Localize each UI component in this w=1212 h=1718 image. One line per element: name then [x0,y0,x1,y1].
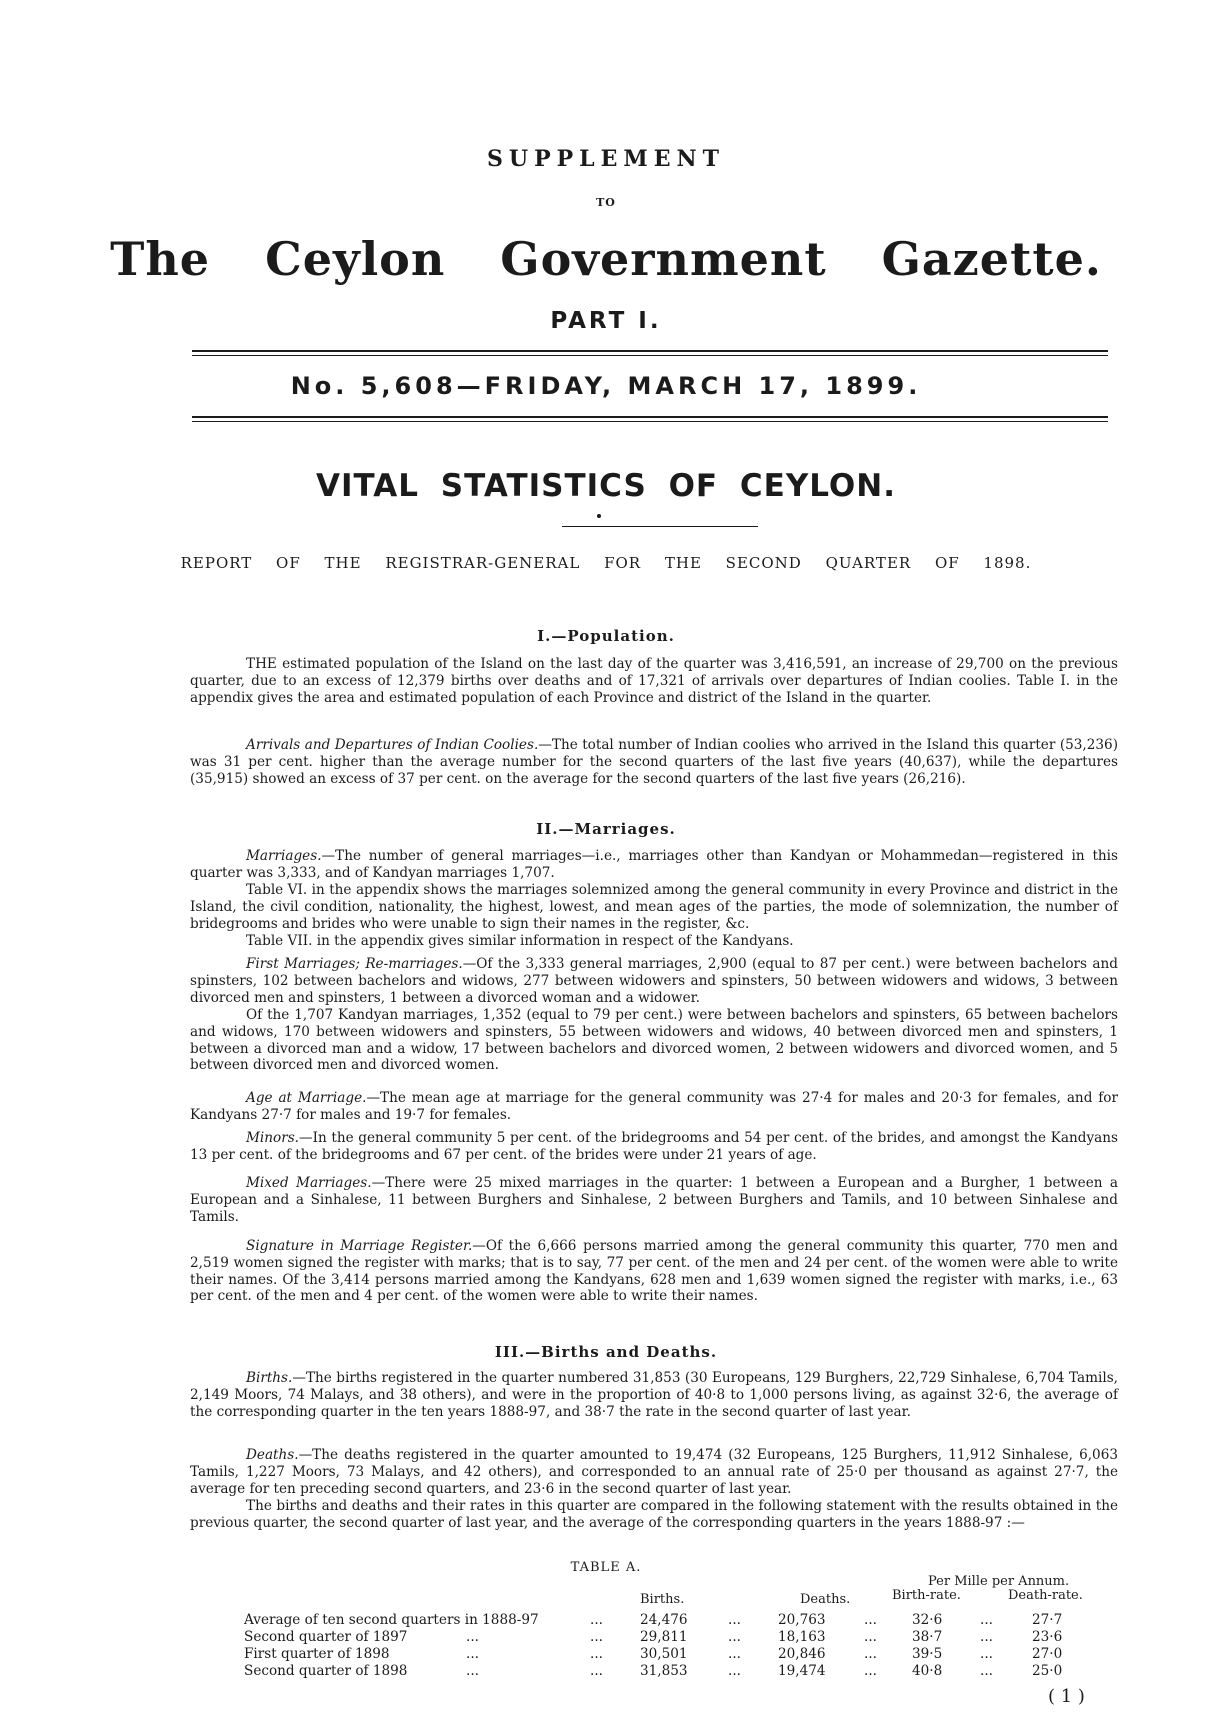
leader-dots: ... [980,1612,993,1628]
mixed-text: —There were 25 mixed marriages in the quarter: 1 between a European and a Burgher, 1 between a European and a Sinhalese, 11 between Burghers and Sinhalese, 2 between Burghers and Tamils, and 10 between Sinhalese and Tamils. [190,1175,1118,1225]
coolies-text: —The total number of Indian coolies who arrived in the Island this quarter (53,236) was 31 per cent. higher than the average number for the second quarters of the last five years (40,637), while the departures (35,915) showed an excess of 37 per cent. on the average for the second quarters of the last five years (26,216). [190,737,1118,787]
birth-rate-cell: 39·5 [912,1646,943,1662]
section-heading-marriages: II.—Marriages. [536,820,676,838]
signature-paragraph [190,1238,1118,1305]
leader-dots: ... [864,1612,877,1628]
page-number: ( 1 ) [1048,1686,1085,1707]
leader-dots: ... [728,1612,741,1628]
leader-dots: ... [864,1646,877,1662]
leader-dots: ... [590,1612,603,1628]
supplement-heading: SUPPLEMENT [487,146,725,172]
section-heading-population: I.—Population. [537,627,675,645]
leader-dots: ... [728,1646,741,1662]
kandyan-marriages-paragraph: Of the 1,707 Kandyan marriages, 1,352 (equal to 79 per cent.) were between bachelors and spinsters, 65 between bachelors and widows, 170 between widowers and spinsters, 55 between widowers and widows, 40 between divorced men and spinsters, 1 between a divorced man and a widow, 17 between bachelors and divorced women, 2 between widowers and divorced women, and 5 between divorced men and divorced women. [190,1007,1118,1074]
leader-dots: ... [864,1663,877,1679]
part-label: PART I. [550,308,662,334]
leader-dots: ... [728,1663,741,1679]
death-rate-cell: 27·0 [1032,1646,1063,1662]
table-row [244,1646,1124,1662]
title-divider [562,526,758,527]
report-line: REPORT OF THE REGISTRAR-GENERAL FOR THE SECOND QUARTER OF 1898. [180,554,1032,572]
top-rule-thick [192,350,1108,352]
table-vi-paragraph: Table VI. in the appendix shows the marriages solemnized among the general community in every Province and district in the Island, the civil condition, nationality, the highest, lowest, and mean ages of the parties, the mode of solemnization, the number of bridegrooms and brides who were unable to sign their names in the register, &c. [190,882,1118,932]
leader-dots: ... [466,1629,479,1645]
leader-dots: ... [466,1646,479,1662]
deaths-cell: 20,763 [778,1612,826,1628]
table-row [244,1663,1124,1679]
to-label: TO [596,196,616,209]
comparison-paragraph: The births and deaths and their rates in this quarter are compared in the following statement with the results obtained in the previous quarter, the second quarter of last year, and the average of the corresponding quarters in the years 1888-97 :— [190,1498,1118,1531]
signature-lead: Signature in Marriage Register. [246,1238,473,1254]
per-mille-header: Per Mille per Annum. [928,1574,1070,1589]
top-rule-thin [192,355,1108,356]
leader-dots: ... [590,1663,603,1679]
table-row [244,1612,1124,1628]
birth-rate-cell: 38·7 [912,1629,943,1645]
minors-lead: Minors. [246,1130,300,1146]
bottom-rule-thin [192,421,1108,422]
birth-rate-header: Birth-rate. [892,1588,961,1603]
leader-dots: ... [980,1663,993,1679]
deaths-cell: 18,163 [778,1629,826,1645]
leader-dots: ... [590,1646,603,1662]
first-marriages-text: —Of the 3,333 general marriages, 2,900 (equal to 87 per cent.) were between bachelors and spinsters, 102 between bachelors and widows, 277 between widowers and spinsters, 50 between widowers and widows, 3 between divorced men and spinsters, 1 between a divorced woman and a widower. [190,956,1118,1006]
births-text: —The births registered in the quarter numbered 31,853 (30 Europeans, 129 Burghers, 22,729 Sinhalese, 6,704 Tamils, 2,149 Moors, 74 Malays, and 38 others), and were in the proportion of 40·8 to 1,000 persons living, as against 32·6, the average of the corresponding quarter in the ten years 1888-97, and 38·7 the rate in the second quarter of last year. [190,1370,1118,1420]
marriages-text: —The number of general marriages—i.e., marriages other than Kandyan or Mohammedan—registered in this quarter was 3,333, and of Kandyan marriages 1,707. [190,848,1118,881]
row-label: Average of ten second quarters in 1888-97 [244,1612,539,1628]
section-heading-births-deaths: III.—Births and Deaths. [494,1343,718,1361]
deaths-lead: Deaths. [246,1447,299,1463]
table-vii-paragraph: Table VII. in the appendix gives similar information in respect of the Kandyans. [246,933,794,949]
leader-dots: ... [466,1663,479,1679]
deaths-paragraph [190,1447,1118,1497]
births-paragraph [190,1370,1118,1420]
issue-number-date: No. 5,608—FRIDAY, MARCH 17, 1899. [290,372,922,400]
leader-dots: ... [590,1629,603,1645]
minors-paragraph [190,1130,1118,1164]
document-title: VITAL STATISTICS OF CEYLON. [315,468,896,504]
age-at-marriage-paragraph [190,1090,1118,1124]
population-paragraph: THE estimated population of the Island on the last day of the quarter was 3,416,591, an increase of 29,700 on the previous quarter, due to an excess of 12,379 births over deaths and of 17,321 of arrivals over departures of Indian coolies. Table I. in the appendix gives the area and estimated population of each Province and district of the Island in the quarter. [190,656,1118,706]
deaths-header: Deaths. [800,1592,851,1607]
coolies-lead: Arrivals and Departures of Indian Coolies. [246,737,539,753]
minors-text: —In the general community 5 per cent. of the bridegrooms and 54 per cent. of the brides, and amongst the Kandyans 13 per cent. of the bridegrooms and 67 per cent. of the brides were under 21 years of age. [190,1130,1118,1163]
deaths-text: —The deaths registered in the quarter amounted to 19,474 (32 Europeans, 125 Burghers, 11,912 Sinhalese, 6,063 Tamils, 1,227 Moors, 73 Malays, and 42 others), and corresponded to an annual rate of 25·0 per thousand as against 27·7, the average for ten preceding second quarters, and 23·6 in the second quarter of last year. [190,1447,1118,1497]
births-cell: 31,853 [640,1663,688,1679]
leader-dots: ... [980,1646,993,1662]
signature-text: —Of the 6,666 persons married among the general community this quarter, 770 men and 2,519 women signed the register with marks; that is to say, 77 per cent. of the men and 24 per cent. of the women were able to write their names. Of the 3,414 persons married among the Kandyans, 628 men and 1,639 women signed the register with marks, i.e., 63 per cent. of the men and 4 per cent. of the women were able to write their names. [190,1238,1118,1305]
gazette-title: The Ceylon Government Gazette. [110,232,1102,286]
first-marriages-paragraph [190,956,1118,1006]
death-rate-header: Death-rate. [1008,1588,1083,1603]
age-lead: Age at Marriage. [246,1090,367,1106]
bottom-rule-thick [192,416,1108,418]
births-header: Births. [640,1592,685,1607]
title-ornament-dot [597,514,601,518]
death-rate-cell: 23·6 [1032,1629,1063,1645]
death-rate-cell: 27·7 [1032,1612,1063,1628]
mixed-lead: Mixed Marriages. [246,1175,372,1191]
age-text: —The mean age at marriage for the general community was 27·4 for males and 20·3 for females, and for Kandyans 27·7 for males and 19·7 for females. [190,1090,1118,1123]
table-a-title: TABLE A. [570,1560,642,1575]
birth-rate-cell: 40·8 [912,1663,943,1679]
mixed-marriages-paragraph [190,1175,1118,1225]
row-label: Second quarter of 1897 [244,1629,408,1645]
marriages-lead: Marriages. [246,848,322,864]
births-cell: 30,501 [640,1646,688,1662]
row-label: Second quarter of 1898 [244,1663,408,1679]
first-marriages-lead: First Marriages; Re-marriages. [246,956,463,972]
leader-dots: ... [728,1629,741,1645]
table-row [244,1629,1124,1645]
coolies-paragraph [190,737,1118,787]
births-cell: 29,811 [640,1629,688,1645]
marriages-paragraph [190,848,1118,882]
leader-dots: ... [980,1629,993,1645]
leader-dots: ... [864,1629,877,1645]
death-rate-cell: 25·0 [1032,1663,1063,1679]
deaths-cell: 19,474 [778,1663,826,1679]
births-cell: 24,476 [640,1612,688,1628]
deaths-cell: 20,846 [778,1646,826,1662]
births-lead: Births. [246,1370,293,1386]
row-label: First quarter of 1898 [244,1646,390,1662]
birth-rate-cell: 32·6 [912,1612,943,1628]
